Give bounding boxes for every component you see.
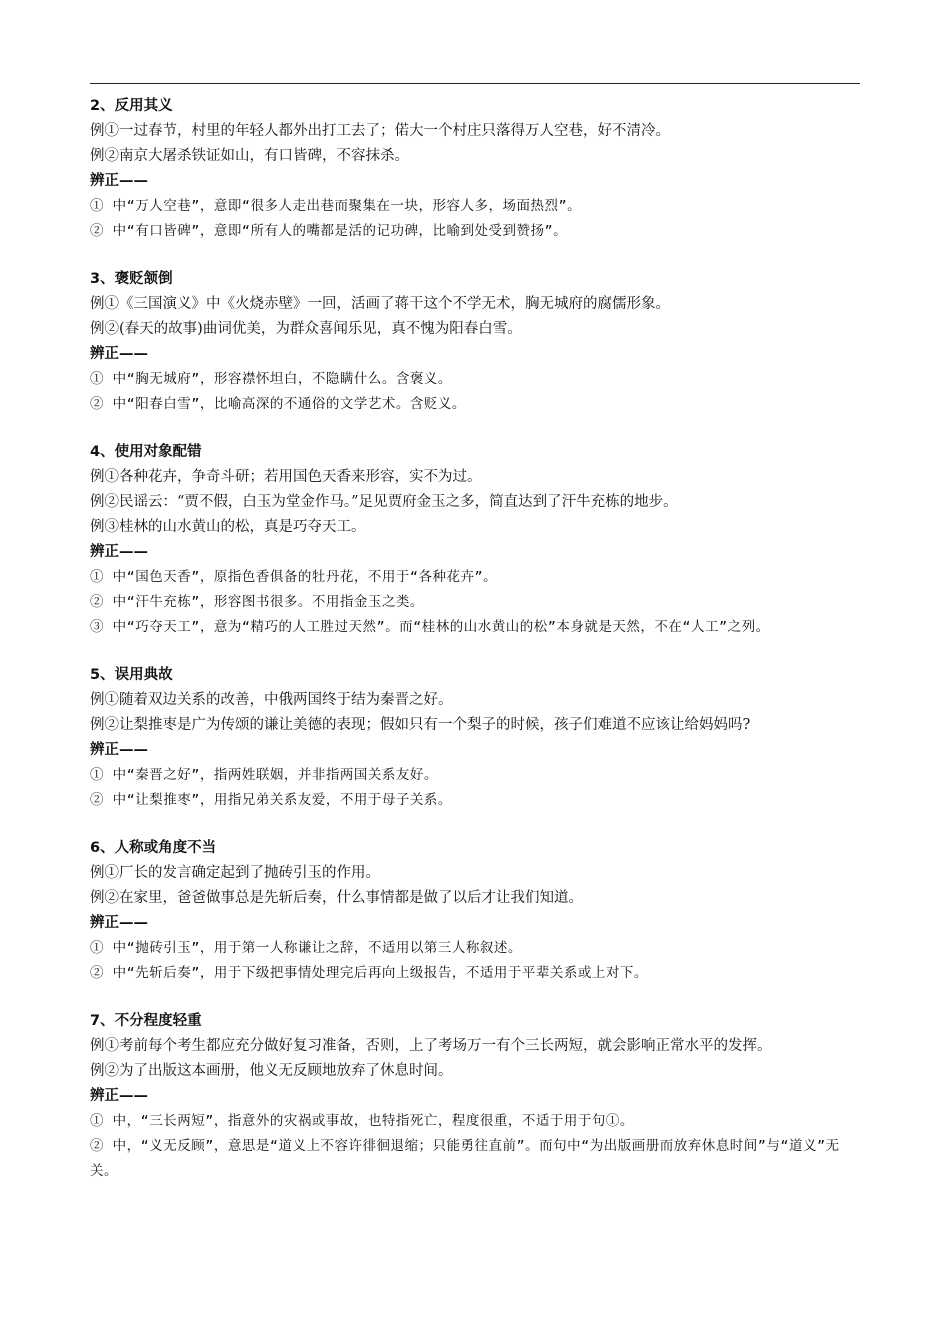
section-heading: 5、误用典故 [90,667,173,683]
explanation-line: ② 中“让梨推枣”，用指兄弟关系友爱，不用于母子关系。 [90,792,452,808]
explanation-line: ② 中“先斩后奏”，用于下级把事情处理完后再向上级报告，不适用于平辈关系或上对下。 [90,965,648,981]
example-line: 例②让梨推枣是广为传颂的谦让美德的表现；假如只有一个梨子的时候，孩子们难道不应该让给妈妈吗? [90,717,751,733]
explanation-line: ① 中，“三长两短”，指意外的灾祸或事故，也特指死亡，程度很重，不适于用于句①。 [90,1113,634,1129]
example-line: 例③桂林的山水黄山的松，真是巧夺天工。 [90,519,366,535]
example-line: 例②在家里，爸爸做事总是先斩后奏，什么事情都是做了以后才让我们知道。 [90,890,583,906]
section-heading: 3、褒贬颔倒 [90,271,173,287]
example-line: 例②南京大屠杀铁证如山，有口皆碑，不容抹杀。 [90,148,409,164]
explanation-line: ① 中“抛砖引玉”，用于第一人称谦让之辞，不适用以第三人称叙述。 [90,940,522,956]
explanation-line: ① 中“胸无城府”，形容襟怀坦白，不隐瞒什么。含褒义。 [90,371,452,387]
explanation-line: ① 中“国色天香”，原指色香俱备的牡丹花，不用于“各种花卉”。 [90,569,498,585]
section-heading: 2、反用其义 [90,98,173,114]
correction-label: 辨正—— [90,346,148,362]
explanation-line: ③ 中“巧夺天工”，意为“精巧的人工胜过天然”。而“桂林的山水黄山的松”本身就是天然，不在“人工”之列。 [90,619,770,635]
section-heading: 7、不分程度轻重 [90,1013,202,1029]
correction-label: 辨正—— [90,1088,148,1104]
section-heading: 4、使用对象配错 [90,444,202,460]
section-reversed-meaning [90,94,862,244]
document-content [90,94,862,1207]
example-line: 例①各种花卉，争奇斗研；若用国色天香来形容，实不为过。 [90,469,482,485]
section-misused-allusion [90,663,862,813]
example-line: 例①随着双边关系的改善，中俄两国终于结为秦晋之好。 [90,692,453,708]
example-line: 例②民谣云：“贾不假，白玉为堂金作马。”足见贾府金玉之多，简直达到了汗牛充栋的地步。 [90,494,678,510]
explanation-line: ② 中“阳春白雪”，比喻高深的不通俗的文学艺术。含贬义。 [90,396,466,412]
section-degree-mismatch [90,1009,862,1184]
example-line: 例①《三国演义》中《火烧赤壁》一回，活画了蒋干这个不学无术，胸无城府的腐儒形象。 [90,296,670,312]
explanation-line: ① 中“秦晋之好”，指两姓联姻，并非指两国关系友好。 [90,767,438,783]
header-rule [90,83,860,84]
example-line: 例②为了出版这本画册，他义无反顾地放弃了休息时间。 [90,1063,453,1079]
section-wrong-person [90,836,862,986]
example-line: 例②(春天的故事)曲词优美，为群众喜闻乐见，真不愧为阳春白雪。 [90,321,522,337]
explanation-line: ② 中，“义无反顾”，意思是“道义上不容许徘徊退缩；只能勇往直前”。而句中“为出版画册而放弃休息时间”与“道义”无关。 [90,1138,840,1179]
explanation-line: ① 中“万人空巷”，意即“很多人走出巷而聚集在一块，形容人多，场面热烈”。 [90,198,582,214]
section-wrong-object [90,440,862,640]
section-heading: 6、人称或角度不当 [90,840,217,856]
correction-label: 辨正—— [90,173,148,189]
example-line: 例①一过春节，村里的年轻人都外出打工去了；偌大一个村庄只落得万人空巷，好不清冷。 [90,123,670,139]
explanation-line: ② 中“有口皆碑”，意即“所有人的嘴都是活的记功碑，比喻到处受到赞扬”。 [90,223,568,239]
section-connotation-reversed [90,267,862,417]
correction-label: 辨正—— [90,742,148,758]
example-line: 例①考前每个考生都应充分做好复习准备，否则，上了考场万一有个三长两短，就会影响正常水平的发挥。 [90,1038,772,1054]
explanation-line: ② 中“汗牛充栋”，形容图书很多。不用指金玉之类。 [90,594,424,610]
example-line: 例①厂长的发言确定起到了抛砖引玉的作用。 [90,865,380,881]
correction-label: 辨正—— [90,915,148,931]
correction-label: 辨正—— [90,544,148,560]
